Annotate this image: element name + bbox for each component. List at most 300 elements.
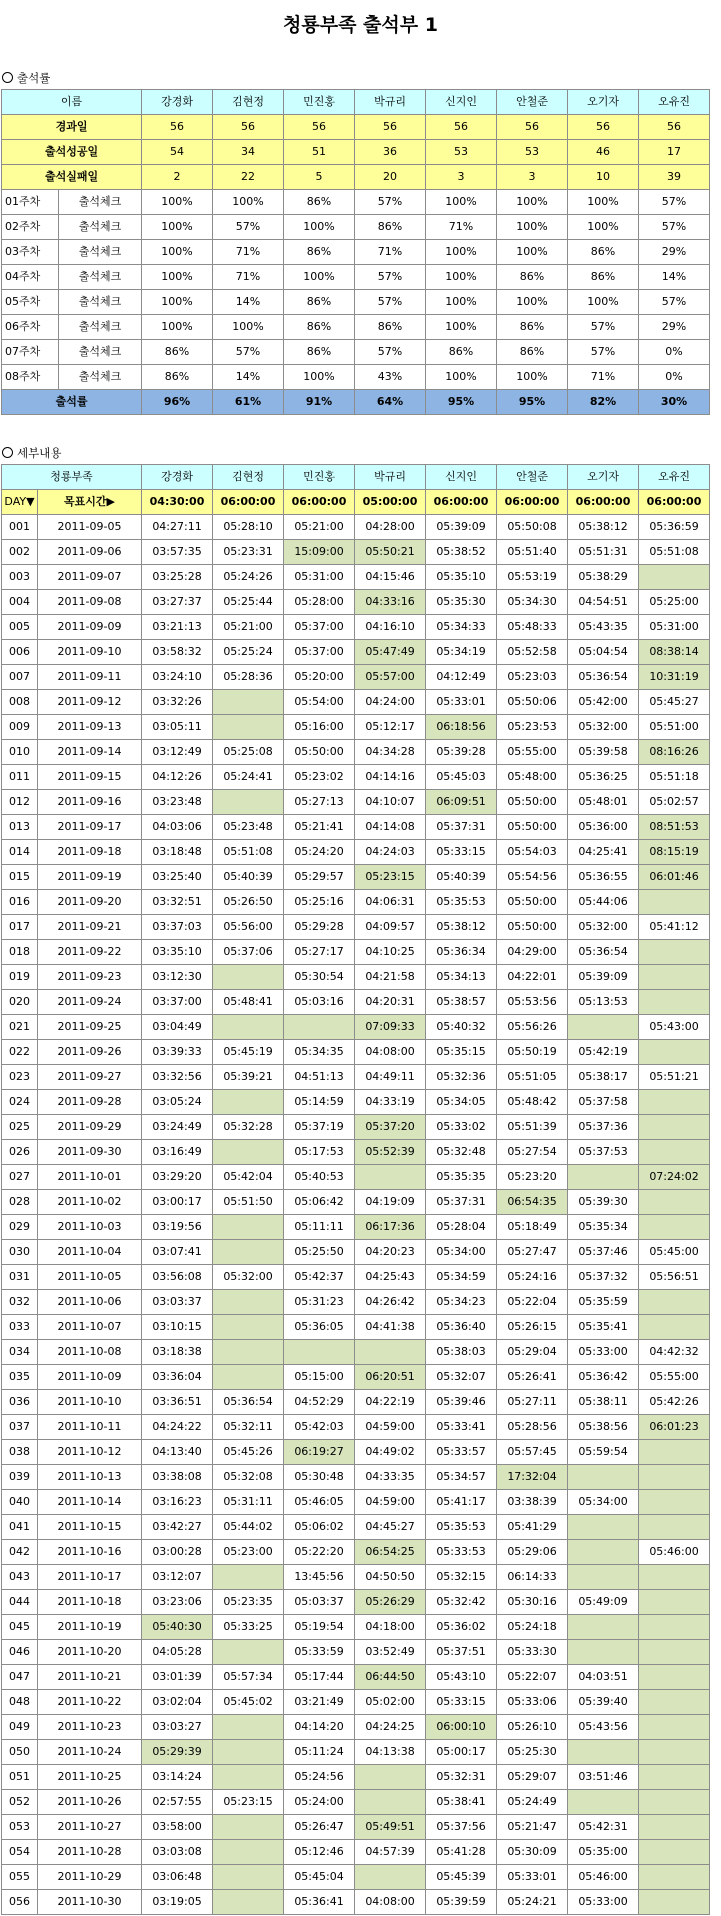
time-cell: 05:54:56 <box>497 865 568 890</box>
time-cell: 05:36:05 <box>284 1315 355 1340</box>
time-cell: 05:23:03 <box>497 665 568 690</box>
day-number: 038 <box>2 1440 38 1465</box>
time-cell: 05:28:04 <box>426 1215 497 1240</box>
member-name-header: 강경화 <box>142 90 213 115</box>
time-cell: 05:36:00 <box>568 815 639 840</box>
time-cell <box>213 1890 284 1915</box>
date-cell: 2011-10-01 <box>38 1165 142 1190</box>
detail-row <box>2 515 710 540</box>
time-cell: 05:36:59 <box>639 515 710 540</box>
time-cell: 05:32:15 <box>426 1565 497 1590</box>
time-cell <box>639 1315 710 1340</box>
summary-row <box>2 115 710 140</box>
time-cell <box>213 790 284 815</box>
time-cell: 05:39:30 <box>568 1190 639 1215</box>
time-cell: 05:26:50 <box>213 890 284 915</box>
date-cell: 2011-10-11 <box>38 1415 142 1440</box>
time-cell: 05:28:00 <box>284 590 355 615</box>
detail-row <box>2 1590 710 1615</box>
time-cell: 05:42:03 <box>284 1415 355 1440</box>
time-cell: 05:50:00 <box>497 915 568 940</box>
time-cell: 05:43:35 <box>568 615 639 640</box>
time-cell: 03:14:24 <box>142 1765 213 1790</box>
time-cell: 05:45:03 <box>426 765 497 790</box>
time-cell: 05:35:00 <box>568 1840 639 1865</box>
time-cell: 04:59:00 <box>355 1490 426 1515</box>
time-cell: 05:48:41 <box>213 990 284 1015</box>
time-cell <box>568 1790 639 1815</box>
member-name-header: 신지인 <box>426 90 497 115</box>
time-cell <box>639 1890 710 1915</box>
time-cell: 06:18:56 <box>426 715 497 740</box>
day-number: 011 <box>2 765 38 790</box>
time-cell <box>213 690 284 715</box>
time-cell: 05:02:00 <box>355 1690 426 1715</box>
week-rate-value: 57% <box>355 340 426 365</box>
time-cell: 05:26:41 <box>497 1365 568 1390</box>
time-cell: 05:36:54 <box>213 1390 284 1415</box>
time-cell: 04:14:16 <box>355 765 426 790</box>
member-name-header: 민진홍 <box>284 90 355 115</box>
summary-value: 22 <box>213 165 284 190</box>
time-cell: 04:33:16 <box>355 590 426 615</box>
time-cell: 05:36:40 <box>426 1315 497 1340</box>
time-cell: 03:06:48 <box>142 1865 213 1890</box>
time-cell <box>639 1190 710 1215</box>
time-cell: 05:35:53 <box>426 1515 497 1540</box>
time-cell: 05:35:34 <box>568 1215 639 1240</box>
date-cell: 2011-10-24 <box>38 1740 142 1765</box>
time-cell: 05:23:15 <box>213 1790 284 1815</box>
time-cell: 04:20:23 <box>355 1240 426 1265</box>
detail-row <box>2 865 710 890</box>
detail-row <box>2 990 710 1015</box>
day-number: 033 <box>2 1315 38 1340</box>
time-cell <box>639 1040 710 1065</box>
time-cell: 05:39:46 <box>426 1390 497 1415</box>
time-cell <box>213 1815 284 1840</box>
date-cell: 2011-10-12 <box>38 1440 142 1465</box>
date-cell: 2011-09-18 <box>38 840 142 865</box>
time-cell: 05:30:16 <box>497 1590 568 1615</box>
time-cell: 05:43:00 <box>639 1015 710 1040</box>
time-cell: 05:03:37 <box>284 1590 355 1615</box>
week-rate-value: 100% <box>426 265 497 290</box>
time-cell: 04:13:40 <box>142 1440 213 1465</box>
time-cell: 05:54:00 <box>284 690 355 715</box>
time-cell <box>568 1740 639 1765</box>
time-cell: 05:32:00 <box>213 1265 284 1290</box>
date-cell: 2011-10-17 <box>38 1565 142 1590</box>
time-cell: 05:33:00 <box>568 1890 639 1915</box>
week-rate-value: 86% <box>284 290 355 315</box>
time-cell: 03:18:38 <box>142 1340 213 1365</box>
summary-value: 34 <box>213 140 284 165</box>
time-cell: 05:33:15 <box>426 840 497 865</box>
time-cell: 03:29:20 <box>142 1165 213 1190</box>
summary-row <box>2 165 710 190</box>
week-rate-value: 29% <box>639 315 710 340</box>
time-cell: 05:42:31 <box>568 1815 639 1840</box>
time-cell: 05:38:57 <box>426 990 497 1015</box>
total-rate-value: 95% <box>497 390 568 415</box>
time-cell <box>639 1840 710 1865</box>
time-cell: 05:28:56 <box>497 1415 568 1440</box>
time-cell: 05:49:09 <box>568 1590 639 1615</box>
detail-row <box>2 665 710 690</box>
time-cell: 06:01:23 <box>639 1415 710 1440</box>
detail-row <box>2 790 710 815</box>
date-cell: 2011-09-06 <box>38 540 142 565</box>
day-number: 001 <box>2 515 38 540</box>
time-cell: 03:36:51 <box>142 1390 213 1415</box>
detail-row <box>2 1540 710 1565</box>
time-cell: 04:33:19 <box>355 1090 426 1115</box>
time-cell: 05:25:24 <box>213 640 284 665</box>
total-rate-value: 61% <box>213 390 284 415</box>
time-cell: 03:58:32 <box>142 640 213 665</box>
detail-row <box>2 1665 710 1690</box>
week-rate-value: 29% <box>639 240 710 265</box>
time-cell: 05:33:01 <box>497 1865 568 1890</box>
time-cell <box>568 1465 639 1490</box>
time-cell: 04:57:39 <box>355 1840 426 1865</box>
time-cell: 05:40:30 <box>142 1615 213 1640</box>
week-rate-value: 100% <box>568 215 639 240</box>
time-cell: 05:36:41 <box>284 1890 355 1915</box>
week-rate-value: 86% <box>568 240 639 265</box>
summary-value: 39 <box>639 165 710 190</box>
week-rate-value: 57% <box>568 315 639 340</box>
date-cell: 2011-09-15 <box>38 765 142 790</box>
time-cell: 05:39:09 <box>568 965 639 990</box>
week-rate-value: 0% <box>639 365 710 390</box>
summary-label: 출석실패일 <box>2 165 142 190</box>
week-rate-value: 86% <box>497 315 568 340</box>
summary-value: 5 <box>284 165 355 190</box>
member-name-header: 오기자 <box>568 90 639 115</box>
time-cell: 05:33:06 <box>497 1690 568 1715</box>
attendance-detail-table <box>1 464 710 1915</box>
time-cell <box>639 1440 710 1465</box>
time-cell: 05:38:29 <box>568 565 639 590</box>
week-check-label: 출석체크 <box>59 290 142 315</box>
section-label-detail: 세부내용 <box>2 445 61 461</box>
week-label: 01주차 <box>2 190 59 215</box>
day-number: 022 <box>2 1040 38 1065</box>
time-cell: 05:31:23 <box>284 1290 355 1315</box>
time-cell <box>213 1715 284 1740</box>
time-cell: 05:26:29 <box>355 1590 426 1615</box>
summary-value: 53 <box>497 140 568 165</box>
week-rate-value: 100% <box>497 290 568 315</box>
time-cell: 03:18:48 <box>142 840 213 865</box>
time-cell: 05:24:16 <box>497 1265 568 1290</box>
day-number: 015 <box>2 865 38 890</box>
target-time-value: 04:30:00 <box>142 490 213 515</box>
time-cell <box>639 1565 710 1590</box>
time-cell: 05:34:35 <box>284 1040 355 1065</box>
time-cell: 05:51:18 <box>639 765 710 790</box>
date-cell: 2011-10-18 <box>38 1590 142 1615</box>
day-number: 039 <box>2 1465 38 1490</box>
time-cell: 05:34:05 <box>426 1090 497 1115</box>
time-cell <box>568 1640 639 1665</box>
time-cell: 05:14:59 <box>284 1090 355 1115</box>
week-rate-value: 100% <box>142 315 213 340</box>
time-cell: 05:36:02 <box>426 1615 497 1640</box>
member-name-header: 박규리 <box>355 90 426 115</box>
time-cell: 05:23:31 <box>213 540 284 565</box>
date-cell: 2011-09-16 <box>38 790 142 815</box>
time-cell: 05:32:07 <box>426 1365 497 1390</box>
day-number: 004 <box>2 590 38 615</box>
time-cell: 04:15:46 <box>355 565 426 590</box>
section-label-rate: 출석률 <box>2 70 50 86</box>
week-rate-value: 100% <box>142 190 213 215</box>
detail-row <box>2 890 710 915</box>
detail-row <box>2 1515 710 1540</box>
day-number: 047 <box>2 1665 38 1690</box>
time-cell: 05:55:00 <box>639 1365 710 1390</box>
week-rate-value: 100% <box>568 190 639 215</box>
date-cell: 2011-10-22 <box>38 1690 142 1715</box>
detail-row <box>2 1340 710 1365</box>
time-cell: 05:38:56 <box>568 1415 639 1440</box>
week-check-label: 출석체크 <box>59 315 142 340</box>
time-cell: 05:56:51 <box>639 1265 710 1290</box>
week-label: 08주차 <box>2 365 59 390</box>
time-cell: 05:42:26 <box>639 1390 710 1415</box>
date-cell: 2011-10-16 <box>38 1540 142 1565</box>
week-check-label: 출석체크 <box>59 265 142 290</box>
time-cell: 03:19:56 <box>142 1215 213 1240</box>
time-cell: 03:19:05 <box>142 1890 213 1915</box>
time-cell <box>639 1640 710 1665</box>
day-number: 016 <box>2 890 38 915</box>
time-cell: 05:52:58 <box>497 640 568 665</box>
day-number: 056 <box>2 1890 38 1915</box>
time-cell: 05:21:00 <box>213 615 284 640</box>
time-cell: 05:35:53 <box>426 890 497 915</box>
time-cell: 03:25:28 <box>142 565 213 590</box>
time-cell: 05:42:00 <box>568 690 639 715</box>
week-rate-value: 86% <box>284 190 355 215</box>
time-cell: 05:38:12 <box>426 915 497 940</box>
time-cell: 05:50:21 <box>355 540 426 565</box>
time-cell: 10:31:19 <box>639 665 710 690</box>
time-cell: 05:50:00 <box>497 790 568 815</box>
time-cell <box>639 1115 710 1140</box>
time-cell: 06:14:33 <box>497 1565 568 1590</box>
time-cell: 04:12:49 <box>426 665 497 690</box>
date-cell: 2011-09-19 <box>38 865 142 890</box>
time-cell: 04:03:51 <box>568 1665 639 1690</box>
date-cell: 2011-10-21 <box>38 1665 142 1690</box>
time-cell: 03:21:49 <box>284 1690 355 1715</box>
time-cell <box>213 1290 284 1315</box>
time-cell: 05:32:08 <box>213 1465 284 1490</box>
time-cell: 05:32:00 <box>568 915 639 940</box>
time-cell: 05:37:06 <box>213 940 284 965</box>
day-number: 031 <box>2 1265 38 1290</box>
time-cell: 05:32:31 <box>426 1765 497 1790</box>
detail-row <box>2 1740 710 1765</box>
detail-row <box>2 1215 710 1240</box>
time-cell: 07:24:02 <box>639 1165 710 1190</box>
time-cell: 04:13:38 <box>355 1740 426 1765</box>
detail-row <box>2 565 710 590</box>
time-cell: 05:29:28 <box>284 915 355 940</box>
time-cell: 04:28:00 <box>355 515 426 540</box>
day-number: 021 <box>2 1015 38 1040</box>
time-cell <box>639 1615 710 1640</box>
detail-row <box>2 1715 710 1740</box>
time-cell: 05:24:26 <box>213 565 284 590</box>
time-cell: 06:20:51 <box>355 1365 426 1390</box>
page-title: 청룡부족 출석부 1 <box>283 14 438 36</box>
time-cell: 05:37:00 <box>284 615 355 640</box>
name-header: 이름 <box>2 90 142 115</box>
time-cell: 03:38:39 <box>497 1490 568 1515</box>
detail-row <box>2 1865 710 1890</box>
total-rate-value: 64% <box>355 390 426 415</box>
time-cell: 06:01:46 <box>639 865 710 890</box>
detail-row <box>2 640 710 665</box>
time-cell: 05:30:48 <box>284 1465 355 1490</box>
time-cell: 04:51:13 <box>284 1065 355 1090</box>
time-cell: 05:57:00 <box>355 665 426 690</box>
time-cell: 05:33:15 <box>426 1690 497 1715</box>
detail-row <box>2 965 710 990</box>
time-cell: 05:29:57 <box>284 865 355 890</box>
time-cell: 05:25:44 <box>213 590 284 615</box>
time-cell: 05:23:35 <box>213 1590 284 1615</box>
time-cell: 05:37:31 <box>426 1190 497 1215</box>
week-rate-value: 0% <box>639 340 710 365</box>
detail-row <box>2 1165 710 1190</box>
time-cell: 03:36:04 <box>142 1365 213 1390</box>
week-rate-value: 43% <box>355 365 426 390</box>
day-number: 019 <box>2 965 38 990</box>
time-cell: 03:16:23 <box>142 1490 213 1515</box>
date-cell: 2011-09-22 <box>38 940 142 965</box>
time-cell: 05:29:07 <box>497 1765 568 1790</box>
week-rate-value: 71% <box>568 365 639 390</box>
time-cell: 03:16:49 <box>142 1140 213 1165</box>
time-cell <box>213 1215 284 1240</box>
time-cell: 05:22:04 <box>497 1290 568 1315</box>
date-cell: 2011-09-11 <box>38 665 142 690</box>
time-cell <box>639 1490 710 1515</box>
detail-row <box>2 1640 710 1665</box>
detail-row <box>2 1040 710 1065</box>
time-cell: 04:10:07 <box>355 790 426 815</box>
week-rate-value: 86% <box>284 315 355 340</box>
time-cell: 05:24:20 <box>284 840 355 865</box>
week-rate-value: 14% <box>213 365 284 390</box>
time-cell: 05:39:09 <box>426 515 497 540</box>
summary-value: 36 <box>355 140 426 165</box>
time-cell: 03:10:15 <box>142 1315 213 1340</box>
day-number: 029 <box>2 1215 38 1240</box>
date-cell: 2011-09-09 <box>38 615 142 640</box>
week-label: 04주차 <box>2 265 59 290</box>
time-cell: 05:38:17 <box>568 1065 639 1090</box>
date-cell: 2011-10-14 <box>38 1490 142 1515</box>
date-cell: 2011-09-08 <box>38 590 142 615</box>
time-cell: 04:49:02 <box>355 1440 426 1465</box>
time-cell: 04:06:31 <box>355 890 426 915</box>
day-number: 018 <box>2 940 38 965</box>
time-cell: 03:37:00 <box>142 990 213 1015</box>
day-number: 020 <box>2 990 38 1015</box>
summary-value: 46 <box>568 140 639 165</box>
time-cell: 05:32:36 <box>426 1065 497 1090</box>
day-number: 045 <box>2 1615 38 1640</box>
detail-row <box>2 1190 710 1215</box>
member-name-header: 안철준 <box>497 465 568 490</box>
attendance-rate-table <box>1 89 710 415</box>
day-number: 028 <box>2 1190 38 1215</box>
time-cell <box>639 1090 710 1115</box>
time-cell: 05:38:41 <box>426 1790 497 1815</box>
time-cell: 05:34:00 <box>568 1490 639 1515</box>
day-number: 053 <box>2 1815 38 1840</box>
detail-row <box>2 615 710 640</box>
day-number: 007 <box>2 665 38 690</box>
time-cell: 05:23:15 <box>355 865 426 890</box>
week-rate-value: 100% <box>568 290 639 315</box>
time-cell: 05:34:19 <box>426 640 497 665</box>
week-rate-value: 100% <box>426 240 497 265</box>
time-cell: 05:37:56 <box>426 1815 497 1840</box>
summary-value: 56 <box>426 115 497 140</box>
time-cell: 05:35:35 <box>426 1165 497 1190</box>
time-cell <box>284 1015 355 1040</box>
time-cell: 03:56:08 <box>142 1265 213 1290</box>
time-cell: 05:37:31 <box>426 815 497 840</box>
time-cell: 05:39:59 <box>426 1890 497 1915</box>
day-number: 008 <box>2 690 38 715</box>
day-number: 027 <box>2 1165 38 1190</box>
week-rate-value: 86% <box>355 315 426 340</box>
time-cell <box>568 1540 639 1565</box>
time-cell: 05:36:54 <box>568 665 639 690</box>
time-cell: 05:45:02 <box>213 1690 284 1715</box>
week-row <box>2 365 710 390</box>
time-cell: 05:02:57 <box>639 790 710 815</box>
week-rate-value: 57% <box>213 340 284 365</box>
time-cell: 05:40:53 <box>284 1165 355 1190</box>
week-rate-value: 100% <box>142 290 213 315</box>
time-cell: 05:48:01 <box>568 790 639 815</box>
week-rate-value: 86% <box>497 340 568 365</box>
time-cell <box>213 1015 284 1040</box>
time-cell: 05:48:00 <box>497 765 568 790</box>
time-cell: 03:23:06 <box>142 1590 213 1615</box>
time-cell: 05:39:21 <box>213 1065 284 1090</box>
time-cell <box>639 1715 710 1740</box>
time-cell: 04:14:08 <box>355 815 426 840</box>
week-rate-value: 86% <box>426 340 497 365</box>
time-cell <box>639 1690 710 1715</box>
time-cell: 04:24:22 <box>142 1415 213 1440</box>
time-cell: 05:48:33 <box>497 615 568 640</box>
day-number: 025 <box>2 1115 38 1140</box>
week-rate-value: 57% <box>568 340 639 365</box>
time-cell: 05:23:48 <box>213 815 284 840</box>
